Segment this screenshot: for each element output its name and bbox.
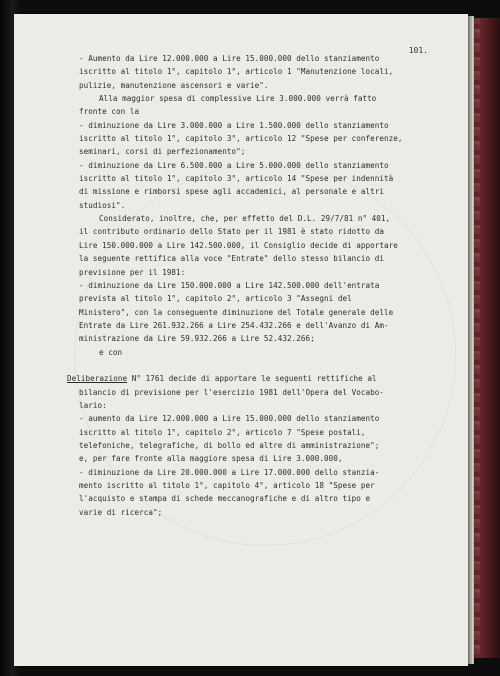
line-text: Alla maggior spesa di complessive Lire 3.000.000 verrà fatto (99, 94, 377, 104)
text-line (79, 292, 439, 305)
text-line (79, 359, 439, 372)
line-text: pulizie, manutenzione ascensori e varie". (79, 80, 269, 90)
line-text: iscritto al titolo 1°, capitolo 1°, articolo 1 "Manutenzione locali, (79, 67, 394, 77)
text-line (79, 399, 439, 412)
line-text: varie di ricerca"; (79, 507, 163, 517)
text-line (79, 79, 439, 92)
text-line (79, 252, 439, 265)
text-line (79, 212, 439, 225)
text-line (79, 52, 439, 65)
line-text: Entrate da Lire 261.932.266 a Lire 254.432.266 e dell'Avanzo di Am- (79, 320, 389, 330)
line-text (79, 361, 84, 370)
text-line (79, 386, 439, 399)
line-text: studiosi". (79, 200, 126, 210)
line-text: l'acquisto e stampa di schede meccanografiche e di altro tipo e (79, 494, 371, 504)
page-number: 101. (408, 46, 428, 55)
line-text: - Aumento da Lire 12.000.000 a Lire 15.000.000 dello stanziamento (79, 54, 380, 63)
line-text: fronte con la (79, 107, 140, 117)
text-line (79, 199, 439, 212)
line-text: - diminuzione da Lire 20.000.000 a Lire 17.000.000 dello stanzia- (79, 467, 380, 477)
text-line (79, 92, 439, 105)
text-line (79, 119, 439, 132)
text-line (79, 105, 439, 118)
line-text: bilancio di previsione per l'esercizio 1981 dell'Opera del Vocabo- (79, 387, 385, 397)
line-text: Considerato, inoltre, che, per effetto del D.L. 29/7/81 n° 401, (99, 214, 391, 224)
line-text: previsione per il 1981: (79, 267, 186, 277)
line-text: la seguente rettifica alla voce "Entrate" dello stesso bilancio di (79, 254, 385, 264)
text-line (79, 466, 439, 479)
line-text: di missione e rimborsi spese agli accademici, al personale e altri (79, 187, 385, 197)
text-line (79, 266, 439, 279)
line-text: iscritto al titolo 1°, capitolo 3°, articolo 14 "Spese per indennità (79, 174, 394, 184)
line-text: telefoniche, telegrafiche, di bollo ed altre di amministrazione"; (79, 440, 380, 450)
text-line (79, 479, 439, 492)
line-text: mento iscritto al titolo 1°, capitolo 4°, articolo 18 "Spese per (79, 481, 375, 490)
line-text: - aumento da Lire 12.000.000 a Lire 15.000.000 dello stanziamento (79, 414, 380, 424)
line-text: e con (99, 347, 123, 357)
line-text: Ministero", con la conseguente diminuzione del Totale generale delle (79, 307, 394, 317)
document-body (67, 52, 439, 519)
text-line (79, 185, 439, 198)
text-line (79, 492, 439, 505)
text-line (79, 332, 439, 345)
line-text: - diminuzione da Lire 3.000.000 a Lire 1.500.000 dello stanziamento (79, 120, 389, 130)
line-text: iscritto al titolo 1°, capitolo 3°, articolo 12 "Spese per conferenze, (79, 134, 403, 144)
text-line (79, 132, 439, 145)
text-line (79, 279, 439, 292)
text-line (79, 506, 439, 519)
line-text: il contributo ordinario dello Stato per il 1981 è stato ridotto da (79, 227, 385, 237)
line-text: e, per fare fronte alla maggiore spesa di Lire 3.000.000, (79, 454, 343, 464)
line-text: prevista al titolo 1°, capitolo 2°, articolo 3 "Assegni del (79, 294, 352, 304)
text-line (79, 426, 439, 439)
text-line (79, 412, 439, 425)
text-line (79, 159, 439, 172)
line-text: iscritto al titolo 1°, capitolo 2°, articolo 7 "Spese postali, (79, 427, 366, 437)
line-text: - diminuzione da Lire 6.500.000 a Lire 5.000.000 dello stanziamento (79, 160, 389, 170)
text-line (79, 65, 439, 78)
text-line (79, 452, 439, 465)
page-stack-edges (468, 16, 474, 664)
text-line (67, 372, 439, 385)
underlined-heading: Deliberazione (67, 374, 128, 384)
text-line (79, 239, 439, 252)
text-line (79, 306, 439, 319)
text-line (79, 319, 439, 332)
text-line (79, 225, 439, 238)
text-line (79, 439, 439, 452)
line-text: lario: (79, 400, 107, 410)
text-line (79, 346, 439, 359)
line-text: Lire 150.000.000 a Lire 142.500.000, il Consiglio decide di apportare (79, 240, 398, 250)
text-line (79, 172, 439, 185)
line-text: ministrazione da Lire 59.932.266 a Lire 52.432.266; (79, 334, 315, 344)
text-line (79, 145, 439, 158)
line-text: N° 1761 decide di apportare le seguenti rettifiche al (127, 374, 377, 384)
line-text: seminari, corsi di perfezionamento"; (79, 147, 246, 157)
line-text: - diminuzione da Lire 150.000.000 a Lire 142.500.000 dell'entrata (79, 280, 380, 290)
